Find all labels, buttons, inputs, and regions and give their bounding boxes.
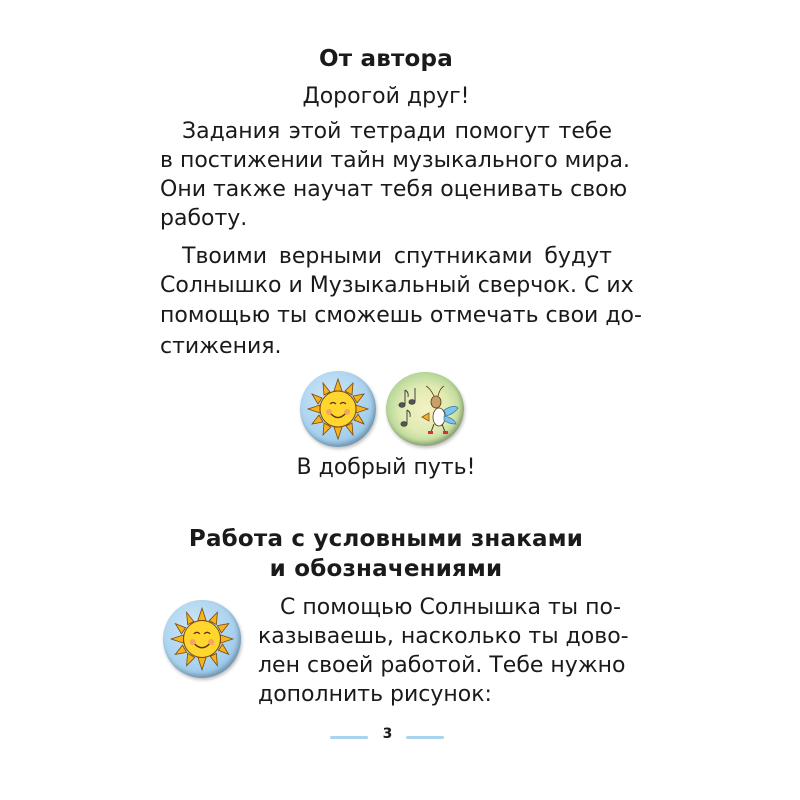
- section-title-from-author: От автора: [319, 46, 453, 72]
- paragraph-line: Задания этой тетради помогут тебе: [182, 119, 612, 144]
- page-number: 3: [382, 726, 393, 742]
- music-cricket-icon: [386, 372, 464, 446]
- paragraph-line: стижения.: [160, 334, 282, 359]
- closing-wish: В добрый путь!: [296, 455, 476, 480]
- paragraph-line: казываешь, насколько ты дово-: [258, 624, 629, 649]
- greeting: Дорогой друг!: [302, 84, 470, 109]
- paragraph-line: в постижении тайн музыкального мира.: [160, 148, 630, 173]
- paragraph-line: Они также научат тебя оценивать свою: [160, 177, 628, 202]
- paragraph-line: лен своей работой. Тебе нужно: [258, 653, 626, 678]
- sun-icon: [163, 600, 241, 678]
- paragraph-line: помощью ты сможешь отмечать свои до-: [160, 303, 642, 328]
- page-footer: [330, 726, 445, 746]
- section-title-symbols-line2: и обозначениями: [269, 556, 503, 582]
- paragraph-line: Солнышко и Музыкальный сверчок. С их: [160, 273, 634, 298]
- section-title-symbols: Работа с условными знаками: [188, 526, 584, 552]
- paragraph-line: С помощью Солнышка ты по-: [280, 595, 621, 620]
- sun-icon: [300, 371, 376, 447]
- paragraph-line: дополнить рисунок:: [258, 682, 492, 707]
- paragraph-line: Твоими верными спутниками будут: [182, 244, 612, 269]
- paragraph-line: работу.: [160, 206, 248, 231]
- footer-rule-right: [406, 736, 444, 739]
